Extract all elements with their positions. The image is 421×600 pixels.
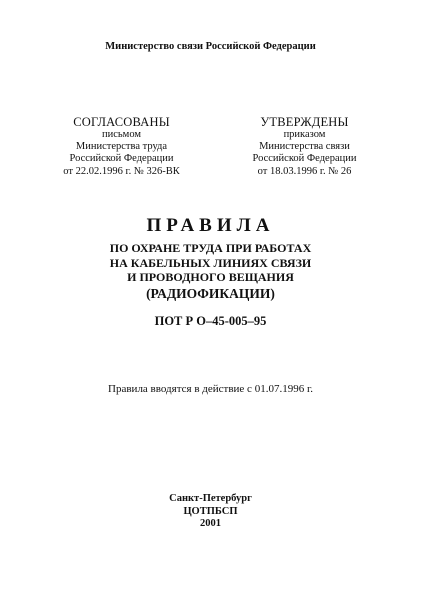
imprint-publisher: ЦОТПБСП (183, 505, 238, 517)
imprint-city: Санкт-Петербург (169, 493, 252, 504)
imprint-block (0, 493, 421, 531)
subtitle-line: И ПРОВОДНОГО ВЕЩАНИЯ (127, 270, 294, 284)
effective-date-note: Правила вводятся в действие с 01.07.1996 г. (108, 383, 313, 395)
ministry-header: Министерство связи Российской Федерации (105, 41, 316, 52)
approval-approved-block (217, 115, 392, 178)
approval-approved-line: от 18.03.1996 г. № 26 (257, 165, 352, 177)
approval-agreed-line: Министерства труда (75, 141, 168, 153)
document-subtitle (0, 241, 421, 302)
subtitle-line: ПО ОХРАНЕ ТРУДА ПРИ РАБОТАХ (109, 241, 312, 255)
approval-approved-line: Министерства связи (259, 141, 350, 153)
approval-approved-line: приказом (283, 129, 326, 140)
document-code: ПОТ Р О–45-005–95 (154, 314, 267, 328)
approval-agreed-line: письмом (101, 129, 142, 140)
approval-approved-line: Российской Федерации (252, 153, 357, 165)
subtitle-line: (РАДИОФИКАЦИИ) (146, 285, 275, 301)
document-title: ПРАВИЛА (146, 215, 275, 236)
approval-agreed-line: от 22.02.1996 г. № 326-ВК (63, 165, 180, 177)
approval-agreed-block (34, 115, 209, 178)
approval-agreed-line: Российской Федерации (69, 153, 174, 165)
approval-agreed-heading: СОГЛАСОВАНЫ (73, 115, 170, 129)
subtitle-line: НА КАБЕЛЬНЫХ ЛИНИЯХ СВЯЗИ (109, 255, 312, 270)
imprint-year: 2001 (200, 518, 221, 529)
approval-approved-heading: УТВЕРЖДЕНЫ (260, 115, 349, 129)
